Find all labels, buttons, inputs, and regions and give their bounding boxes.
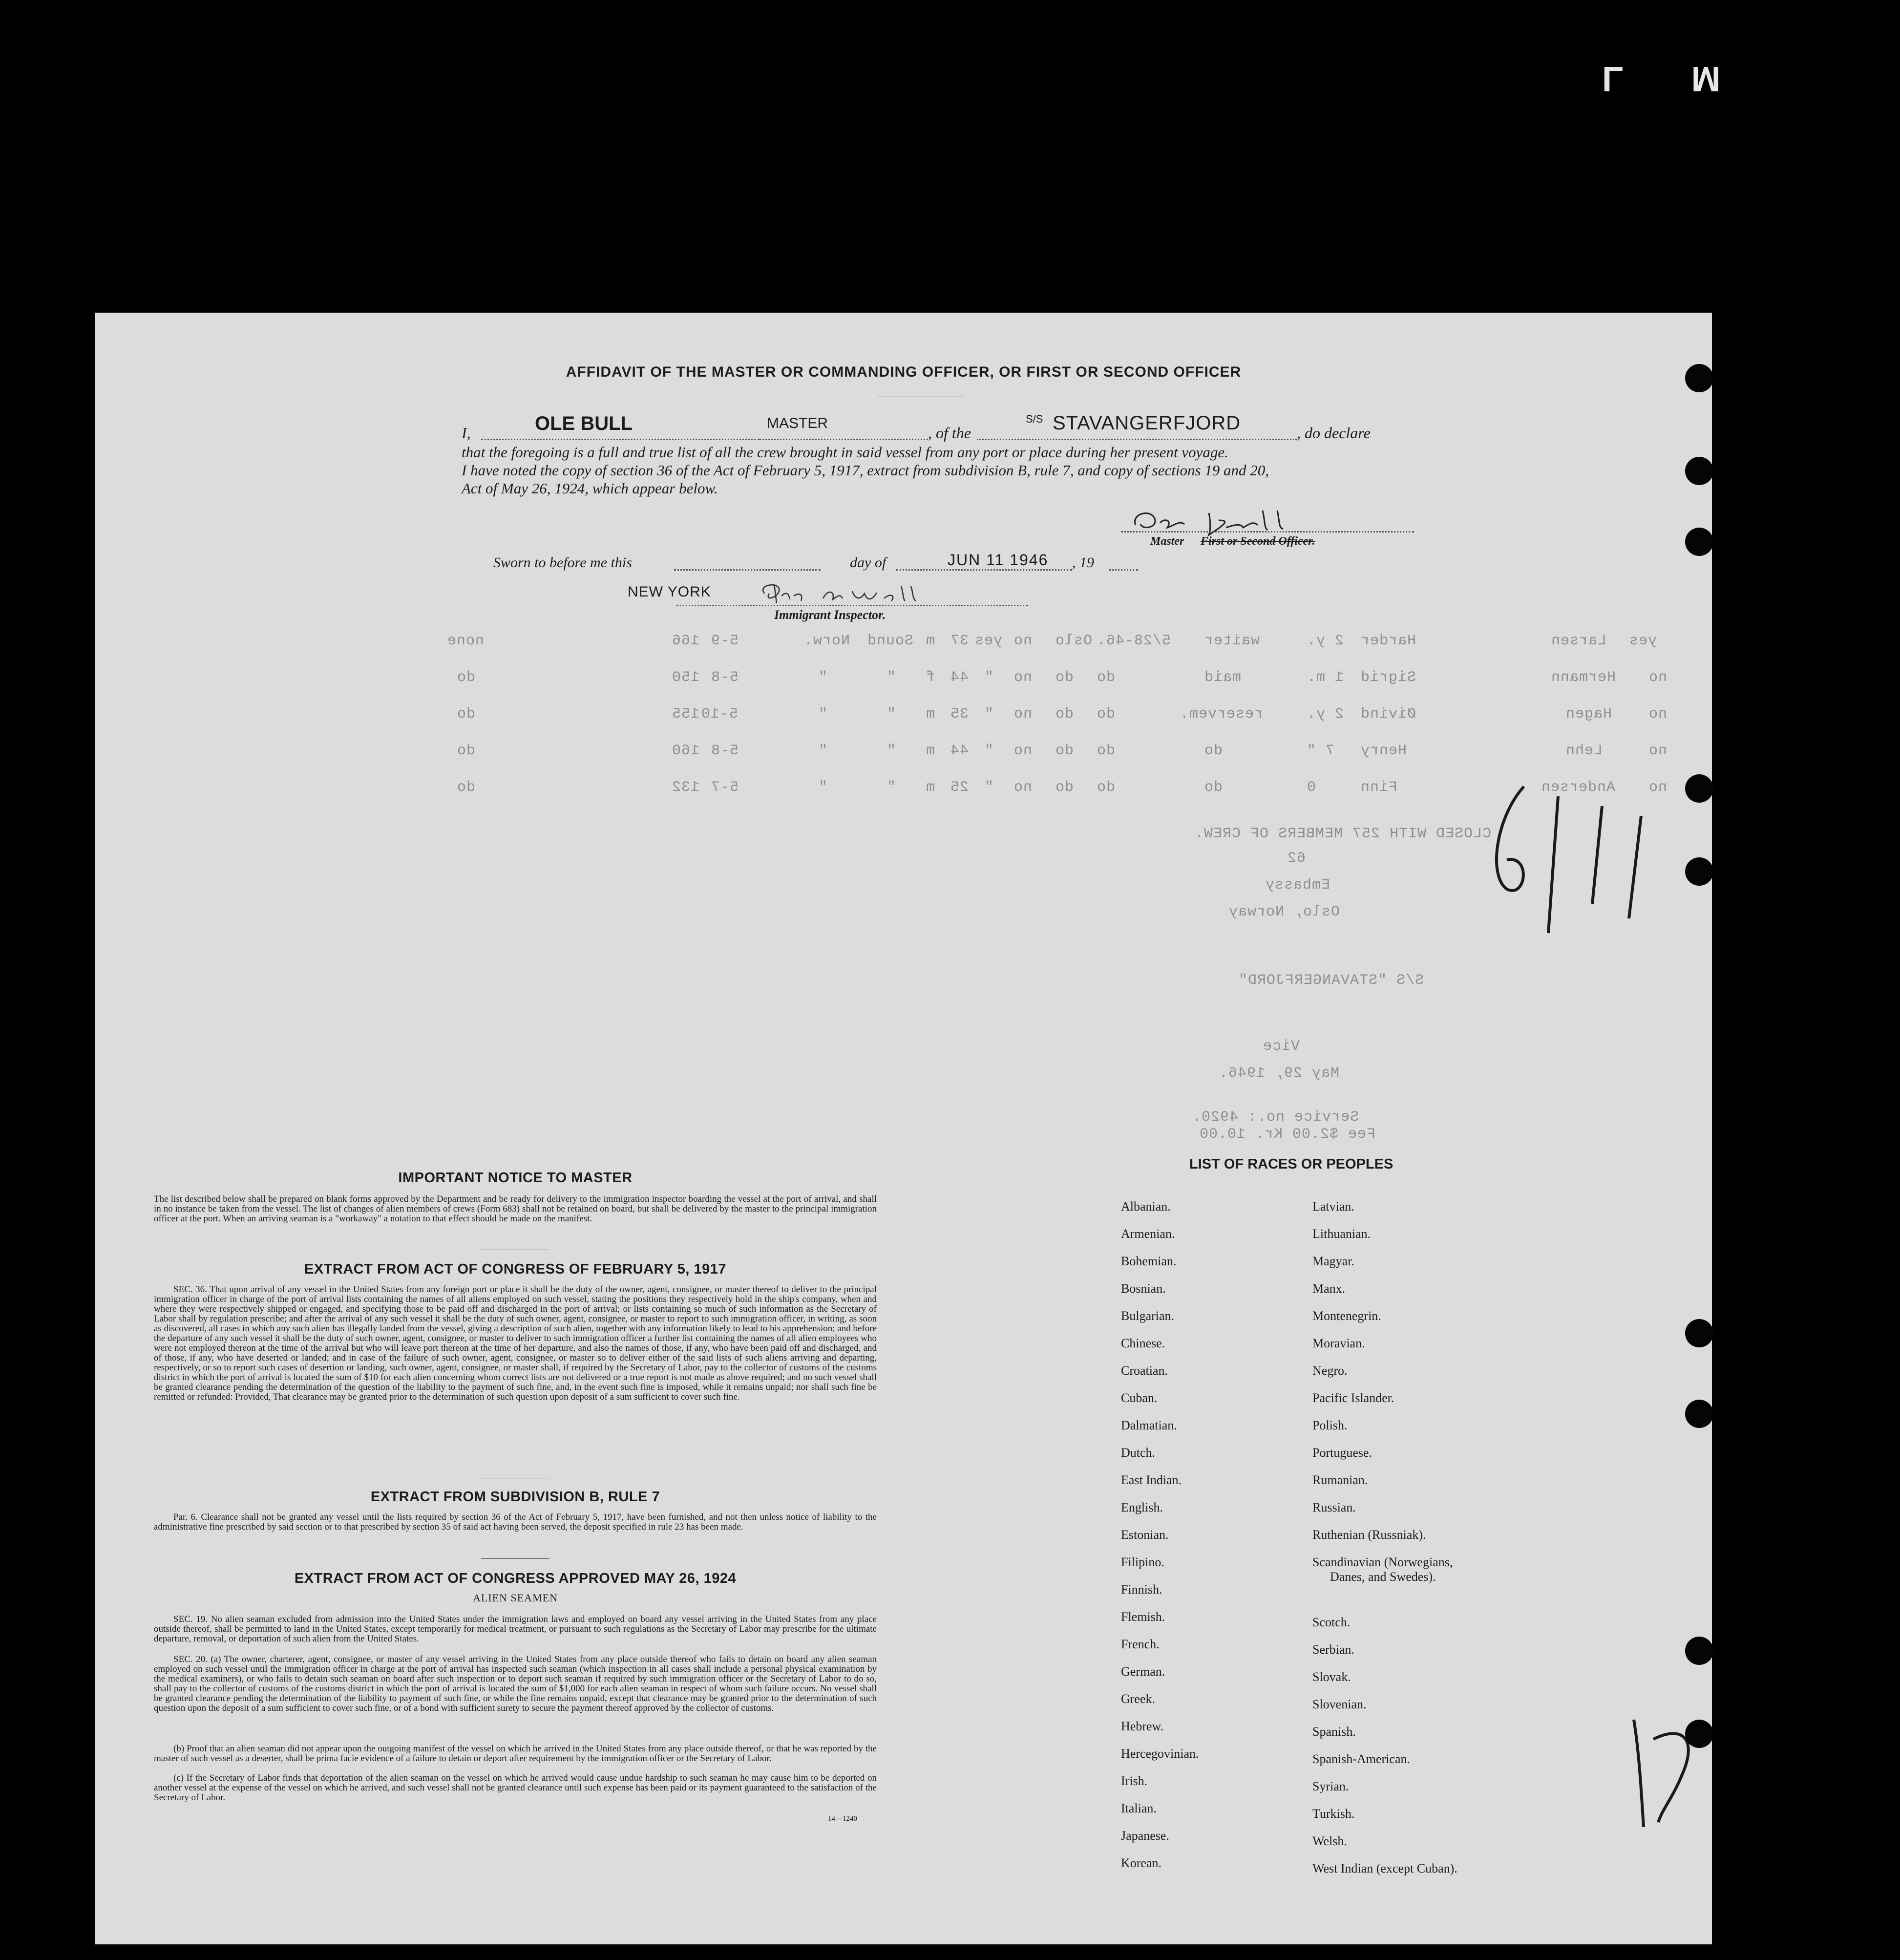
punch-hole <box>1685 774 1713 803</box>
rank-dotline <box>760 439 928 440</box>
declaration-line-2: that the foregoing is a full and true list of all the crew brought in said vessel from any port or place during her present voyage. <box>462 444 1228 461</box>
race-left: Bohemian. <box>1121 1254 1177 1268</box>
race-left: Japanese. <box>1121 1829 1169 1843</box>
race-left: East Indian. <box>1121 1473 1182 1487</box>
punch-hole <box>1685 528 1713 556</box>
race-left: Italian. <box>1121 1801 1157 1815</box>
race-right: Magyar. <box>1312 1254 1354 1268</box>
race-right: Serbian. <box>1312 1642 1354 1657</box>
notice-text: The list described below shall be prepared on blank forms approved by the Department and be ready for delivery to the immigration inspector boarding the vessel at the port of arrival, and shall in no instance be taken from the vessel. The list of changes of alien members of crews (Form 683) shall not be retained on board, but shall be delivered by the master to the principal immigration officer at the port. When an arriving seaman is a "workaway" a notation to that effect should be made on the manifest. <box>154 1194 877 1224</box>
race-right: Manx. <box>1312 1281 1346 1296</box>
sec19-text: SEC. 19. No alien seaman excluded from admission into the United States under the immigration laws and employed on board any vessel arriving in the United States from any place outside thereof, shall be permitted to land in the United States, except temporarily for medical treatment, or pursuant to such regulations as the Secretary of Labor may prescribe for the ultimate departure, removal, or deportation of such alien from the United States. <box>154 1614 877 1644</box>
punch-hole <box>1685 1400 1713 1428</box>
ghost-row: yes Larsen Harder 2 y. waiter 5/28-46. Oslo no yes 37 m Sound Norw. 5-9 166 none <box>447 633 1657 649</box>
date-stamp: JUN 11 1946 <box>948 551 1049 569</box>
race-left: Filipino. <box>1121 1555 1164 1569</box>
race-left: Estonian. <box>1121 1528 1169 1542</box>
race-left: Albanian. <box>1121 1199 1171 1214</box>
races-title: LIST OF RACES OR PEOPLES <box>1189 1156 1393 1172</box>
ghost-closing-line: CLOSED WITH 257 MEMBERS OF CREW. <box>1194 826 1492 842</box>
punch-hole <box>1685 1319 1713 1347</box>
punch-hole <box>1685 1720 1713 1748</box>
handwritten-mark <box>1478 777 1663 943</box>
ghost-closing-line: 62 <box>1287 850 1306 867</box>
race-left: Irish. <box>1121 1774 1148 1788</box>
ghost-closing-line: Vice <box>1263 1038 1300 1055</box>
inspector-signature <box>755 579 960 608</box>
alien-seamen-subtitle: ALIEN SEAMEN <box>473 1592 558 1604</box>
race-left: French. <box>1121 1637 1160 1651</box>
race-right: Slovenian. <box>1312 1697 1367 1711</box>
master-name: OLE BULL <box>535 413 633 434</box>
officer-caption: First or Second Officer. <box>1201 535 1315 548</box>
race-left: Flemish. <box>1121 1610 1165 1624</box>
ship-dotline <box>977 439 1297 440</box>
of-the-label: , of the <box>928 424 971 442</box>
race-right: Spanish. <box>1312 1725 1356 1739</box>
race-right: Polish. <box>1312 1418 1348 1432</box>
race-right: Latvian. <box>1312 1199 1354 1214</box>
punch-hole <box>1685 857 1713 886</box>
ship-name: STAVANGERFJORD <box>1053 412 1241 434</box>
race-left: Croatian. <box>1121 1363 1168 1378</box>
race-left: Cuban. <box>1121 1391 1158 1405</box>
sworn-label: Sworn to before me this <box>493 554 632 571</box>
race-left: Armenian. <box>1121 1227 1175 1241</box>
race-left: Chinese. <box>1121 1336 1165 1350</box>
race-left: Finnish. <box>1121 1582 1162 1597</box>
rule7-title: EXTRACT FROM SUBDIVISION B, RULE 7 <box>370 1489 660 1505</box>
rule7-text: Par. 6. Clearance shall not be granted any vessel until the lists required by section 36 of the Act of February 5, 1917, have been furnished, and not then unless notice of liability to the administrative fine prescribed by said section or to that prescribed by section 35 of said act having been served, the deposit specified in rule 23 has been made. <box>154 1512 877 1532</box>
race-right: Russian. <box>1312 1500 1356 1514</box>
race-left: Hercegovinian. <box>1121 1747 1199 1761</box>
rank-label: MASTER <box>767 415 828 431</box>
sec20a-text: SEC. 20. (a) The owner, charterer, agent, consignee, or master of any vessel arriving in the United States from any place outside thereof who fails to detain on board any alien seaman employed on such vessel until the immigration officer in charge at the port of arrival has inspected such seaman (which inspection in all cases shall include a personal physical examination by the medical examiners), or who fails to detain such seaman on board after such inspection or to deport such seaman if required by such immigration officer or the Secretary of Labor to do so, shall pay to the collector of customs of the customs district in which the port of arrival is located the sum of $1,000 for each alien seaman in respect of whom such failure occurs. No vessel shall be granted clearance pending the determination of the liability to payment of such fine, or while the fine remains unpaid, except that clearance may be granted prior to the determination of such question upon the deposit of a sum sufficient to cover such fine, or of a bond with sufficient surety to secure the payment thereof approved by the collector of customs. <box>154 1654 877 1713</box>
race-right: Negro. <box>1312 1363 1348 1378</box>
divider <box>481 1558 549 1559</box>
race-left: Bosnian. <box>1121 1281 1166 1296</box>
race-right: Moravian. <box>1312 1336 1365 1350</box>
race-right: Spanish-American. <box>1312 1752 1411 1766</box>
ghost-row: no Lehn Henry 7 " do do do no " 44 m " " 5-8 160 do <box>457 743 1668 759</box>
master-sign-line <box>1121 531 1414 533</box>
ghost-row: no Hermann Sigrid 1 m. maid do do no " 44 f " " 5-8 150 do <box>457 669 1668 686</box>
ghost-row: no Andersen Finn 0 do do do no " 25 m " " 5-7 132 do <box>457 779 1668 796</box>
ghost-closing-line: S/S "STAVANGERFJORD" <box>1238 972 1424 989</box>
race-right: Slovak. <box>1312 1670 1351 1684</box>
race-right: Welsh. <box>1312 1834 1347 1848</box>
day-of-label: day of <box>850 554 887 571</box>
master-caption: Master <box>1150 535 1184 548</box>
inspector-sign-line <box>676 605 1028 606</box>
race-right: Ruthenian (Russniak). <box>1312 1528 1426 1542</box>
year-dotline <box>1109 569 1138 571</box>
year-prefix: , 19 <box>1072 554 1094 571</box>
race-right: Syrian. <box>1312 1779 1349 1793</box>
ghost-row: no Hagen Øivind 2 y. reservem. do do no " 35 m " " 5-10 155 do <box>457 706 1668 723</box>
race-left: German. <box>1121 1664 1165 1679</box>
race-right: Rumanian. <box>1312 1473 1368 1487</box>
do-declare-label: , do declare <box>1297 424 1371 442</box>
extract-1917-title: EXTRACT FROM ACT OF CONGRESS OF FEBRUARY 5, 1917 <box>304 1261 727 1277</box>
film-marks: L M <box>1602 59 1750 98</box>
declare-pronoun: I, <box>462 424 471 442</box>
notice-title: IMPORTANT NOTICE TO MASTER <box>398 1170 633 1186</box>
race-left: Greek. <box>1121 1692 1156 1706</box>
race-right: Lithuanian. <box>1312 1227 1371 1241</box>
sec20b-text: (b) Proof that an alien seaman did not appear upon the outgoing manifest of the vessel on which he arrived in the United States from any place outside thereof, or that he was reported by the master of such vessel as a deserter, shall be prima facie evidence of a failure to detain or deport after requirement by the immigration officer or the Secretary of Labor. <box>154 1744 877 1764</box>
race-left: English. <box>1121 1500 1163 1514</box>
extract-1924-title: EXTRACT FROM ACT OF CONGRESS APPROVED MAY 26, 1924 <box>294 1571 737 1586</box>
extract-1917-text: SEC. 36. That upon arrival of any vessel in the United States from any foreign port or place it shall be the duty of the owner, agent, consignee, or master thereof to deliver to the principal immigration officer in charge of the port of arrival lists containing the names of all aliens employed on such vessel, stating the positions they respectively hold in the ship's company, when and where they were respectively shipped or engaged, and specifying those to be paid off and discharged in the port of arrival; or lists containing so much of such information as the Secretary of Labor shall by regulation prescribe; and after the arrival of any such vessel it shall be the duty of such owner, agent, consignee, or master to report to such immigration officer, in writing, as soon as discovered, all cases in which any such alien has illegally landed from the vessel, giving a description of such alien, together with any information likely to lead to his apprehension; and before the departure of any such vessel it shall be the duty of such owner, agent, consignee, or master to deliver to such immigration officer a further list containing the names of all alien employees who were not employed thereon at the time of the arrival but who will leave port thereon at the time of her departure, and also the names of those, if any, who have been paid off and discharged, and of those, if any, who have deserted or landed; and in case of the failure of such owner, agent, consignee, or master so to deliver either of the said lists of such aliens arriving and departing, respectively, or so to report such cases of desertion or landing, such owner, agent, consignee, or master shall, if required by the Secretary of Labor, pay to the collector of customs of the customs district in which the port of arrival is located the sum of $10 for each alien concerning whom correct lists are not delivered or a true report is not made as above required; and no such vessel shall be granted clearance pending the determination of the question of the liability to the payment of such fine, and, in the event such fine is imposed, while it remains unpaid; nor shall such fine be remitted or refunded: Provided, That clearance may be granted prior to the determination of such question upon deposit of a sum sufficient to cover such fine. <box>154 1284 877 1402</box>
declaration-line-4: Act of May 26, 1924, which appear below. <box>462 480 718 497</box>
race-right: Montenegrin. <box>1312 1309 1381 1323</box>
form-number: 14—1240 <box>828 1815 857 1823</box>
punch-hole <box>1685 1637 1713 1665</box>
race-right: Pacific Islander. <box>1312 1391 1394 1405</box>
race-left: Dutch. <box>1121 1446 1156 1460</box>
ghost-closing-line: Service no.: 4920. <box>1192 1109 1359 1126</box>
sworn-day-dotline <box>674 569 821 571</box>
place-stamp: NEW YORK <box>628 584 711 600</box>
race-left: Bulgarian. <box>1121 1309 1175 1323</box>
race-right: Scandinavian (Norwegians, <box>1312 1555 1453 1569</box>
sec20c-text: (c) If the Secretary of Labor finds that deportation of the alien seaman on the vessel on which he arrived would cause undue hardship to such seaman he may cause him to be deported on another vessel at the expense of the vessel on which he arrived, and such vessel shall not be granted clearance until such expense has been paid or its payment guaranteed to the satisfaction of the Secretary of Labor. <box>154 1773 877 1803</box>
race-right: Scotch. <box>1312 1615 1351 1629</box>
date-dotline <box>896 569 1072 571</box>
affidavit-title: AFFIDAVIT OF THE MASTER OR COMMANDING OFFICER, OR FIRST OR SECOND OFFICER <box>566 364 1242 380</box>
affidavit-page <box>95 313 1712 1944</box>
race-right: West Indian (except Cuban). <box>1312 1861 1457 1875</box>
inspector-caption: Immigrant Inspector. <box>774 608 886 622</box>
name-dotline <box>481 439 760 440</box>
declaration-line-3: I have noted the copy of section 36 of the Act of February 5, 1917, extract from subdivision B, rule 7, and copy of sections 19 and 20, <box>462 462 1269 479</box>
punch-hole <box>1685 457 1713 485</box>
ghost-closing-line: Embassy <box>1265 877 1330 894</box>
ship-prefix: S/S <box>1026 413 1043 425</box>
punch-hole <box>1685 364 1713 392</box>
race-left: Dalmatian. <box>1121 1418 1177 1432</box>
race-right-continuation: Danes, and Swedes). <box>1330 1570 1436 1584</box>
ghost-closing-line: Oslo, Norway <box>1228 904 1340 920</box>
race-left: Korean. <box>1121 1856 1162 1870</box>
ghost-closing-line: May 29, 1946. <box>1219 1065 1340 1082</box>
race-right: Turkish. <box>1312 1807 1355 1821</box>
race-left: Hebrew. <box>1121 1719 1164 1733</box>
ghost-closing-line: Fee $2.00 Kr. 10.00 <box>1199 1126 1376 1143</box>
race-right: Portuguese. <box>1312 1446 1372 1460</box>
